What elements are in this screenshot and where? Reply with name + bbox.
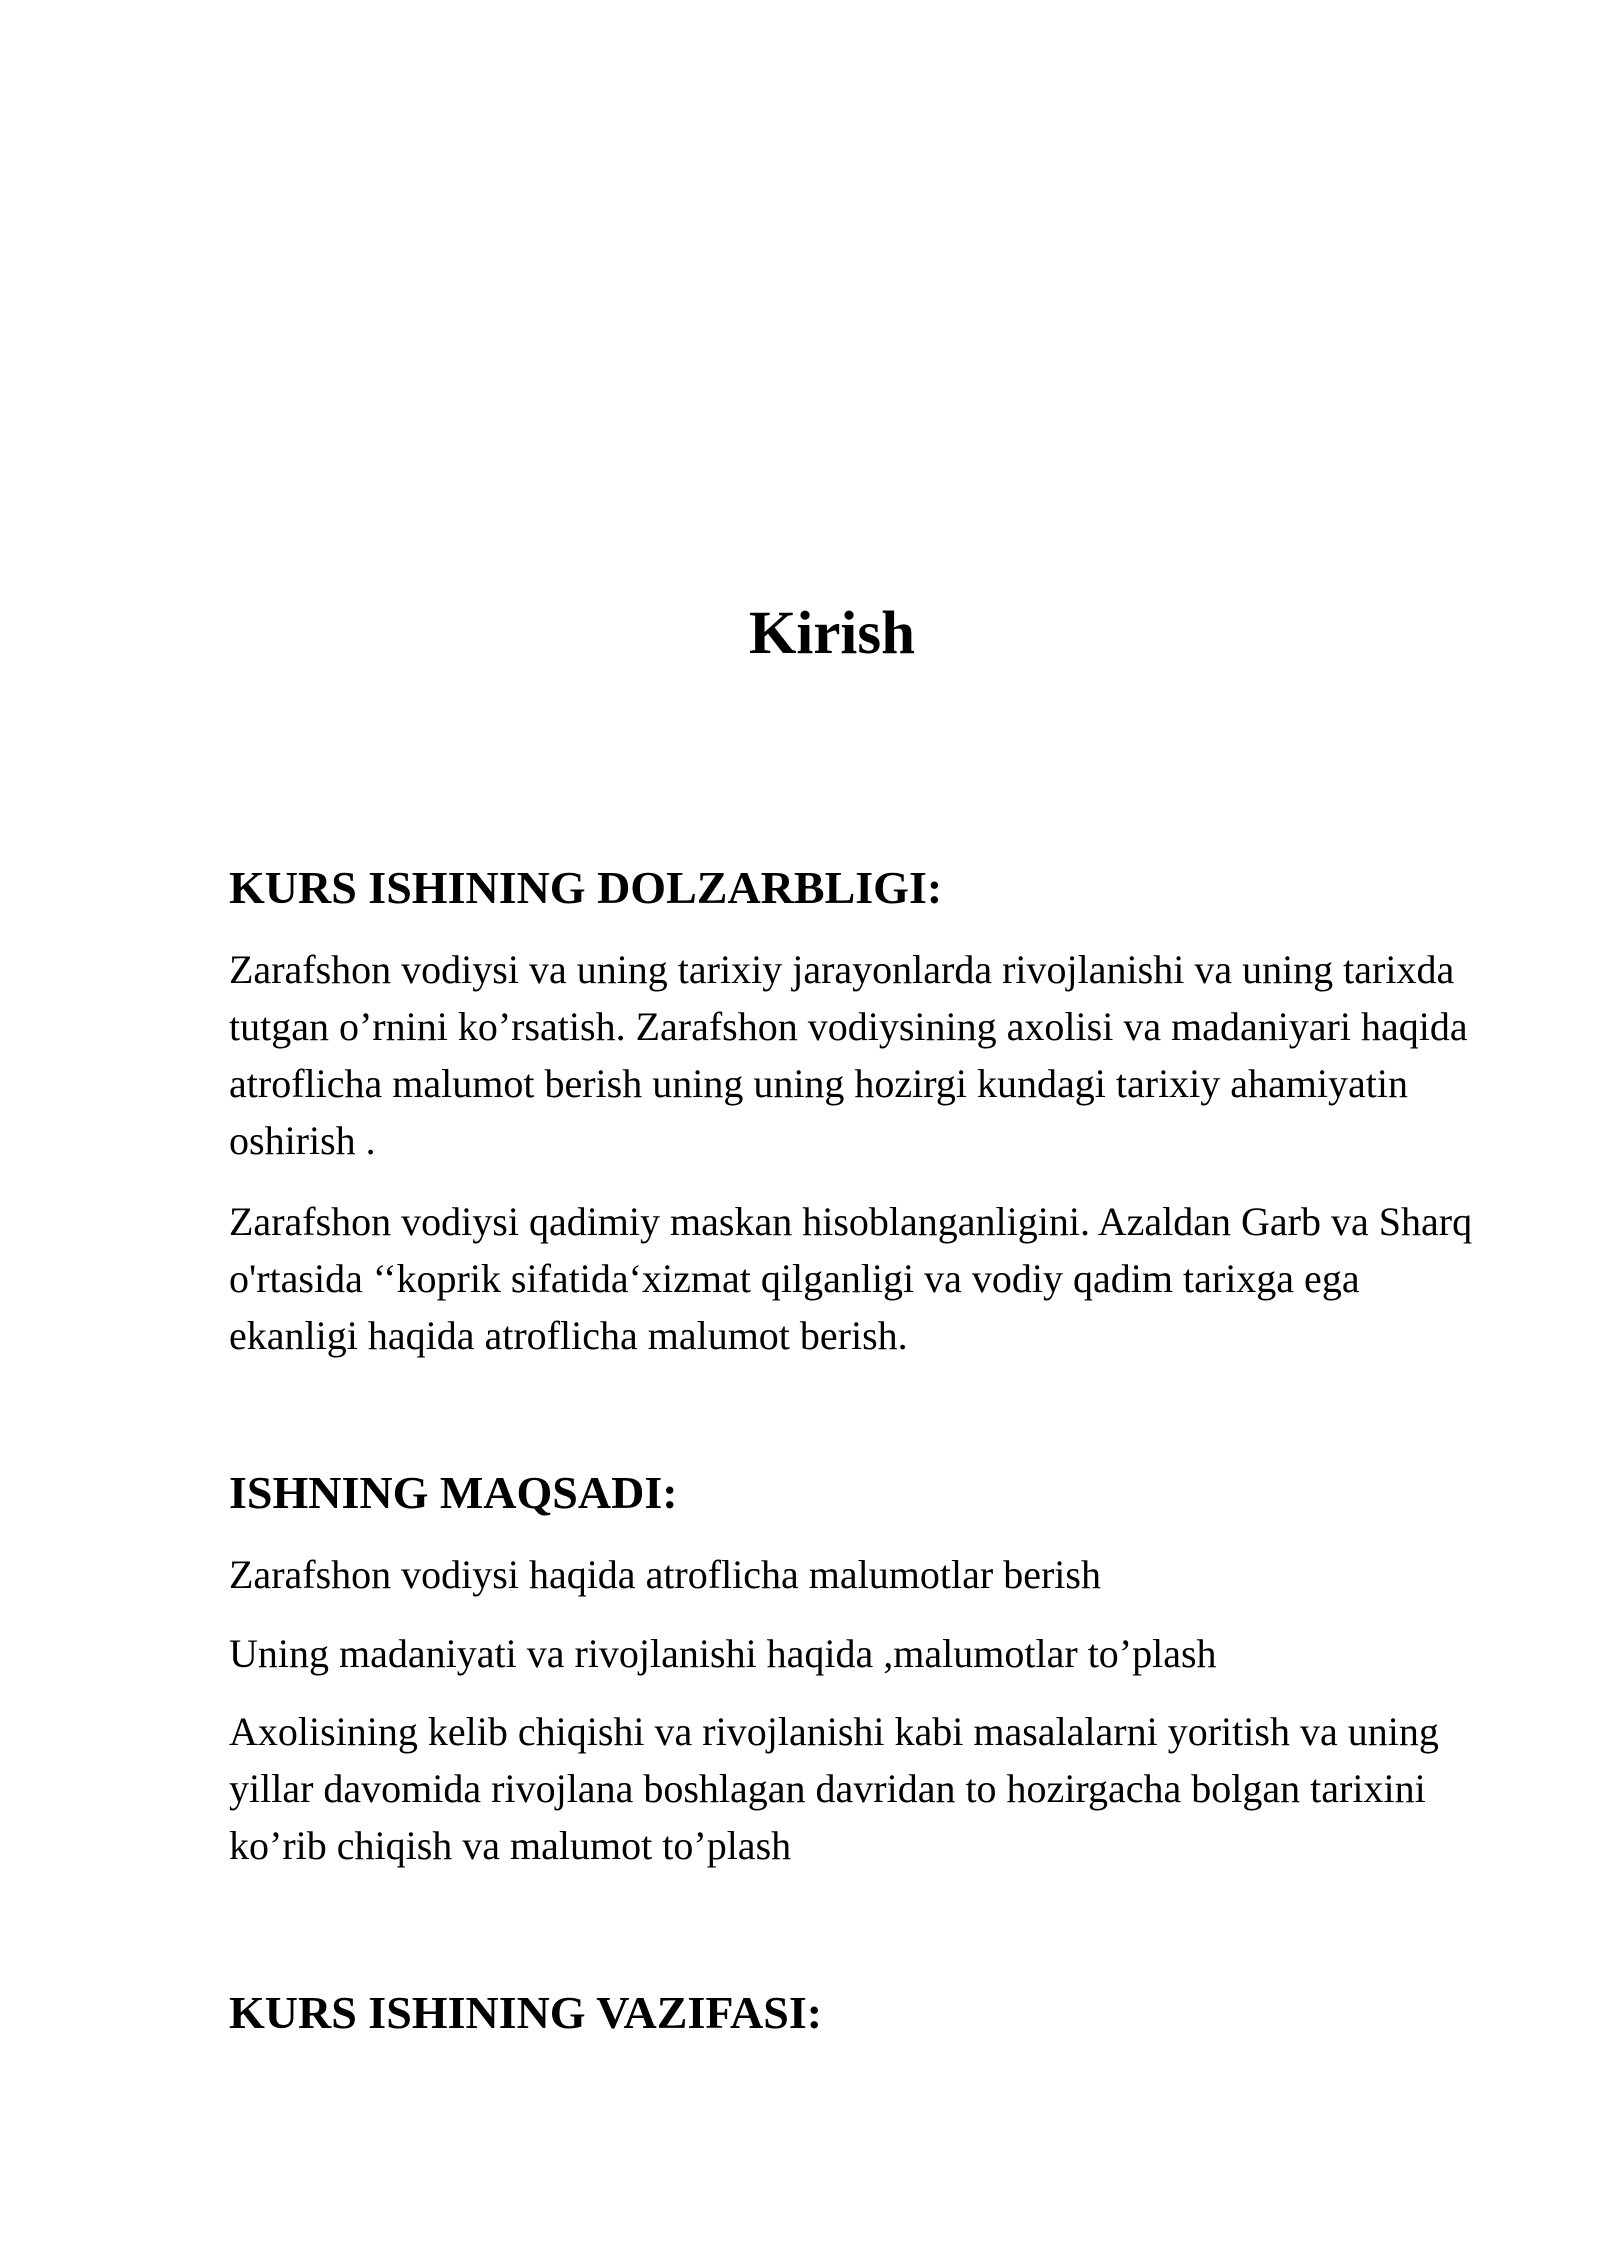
- section-heading-vazifasi: KURS ISHINING VAZIFASI:: [229, 1987, 823, 2038]
- paragraph-maqsadi-3: Axolisining kelib chiqishi va rivojlanishi kabi masalalarni yoritish va uning yillar davomida rivojlana boshlagan davridan to hozirgacha bolgan tarixini ko’rib chiqish va malumot to’plash: [229, 1709, 1439, 1868]
- section-heading-dolzarbligi: KURS ISHINING DOLZARBLIGI:: [229, 862, 943, 913]
- page-title: Kirish: [748, 600, 916, 667]
- section-heading-maqsadi: ISHNING MAQSADI:: [229, 1467, 678, 1518]
- paragraph-dolzarbligi-2: Zarafshon vodiysi qadimiy maskan hisoblanganligini. Azaldan Garb va Sharq o'rtasida ‘‘koprik sifatida‘xizmat qilganligi va vodiy qadim tarixga ega ekanligi haqida atroflicha malumot berish.: [229, 1199, 1473, 1358]
- paragraph-maqsadi-2: Uning madaniyati va rivojlanishi haqida ,malumotlar to’plash: [229, 1631, 1217, 1676]
- paragraph-maqsadi-1: Zarafshon vodiysi haqida atroflicha malumotlar berish: [229, 1552, 1101, 1597]
- paragraph-dolzarbligi-1: Zarafshon vodiysi va uning tarixiy jarayonlarda rivojlanishi va uning tarixda tutgan o’rnini ko’rsatish. Zarafshon vodiysining axolisi va madaniyari haqida atroflicha malumot berish uning uning hozirgi kundagi tarixiy ahamiyatin oshirish .: [229, 947, 1468, 1163]
